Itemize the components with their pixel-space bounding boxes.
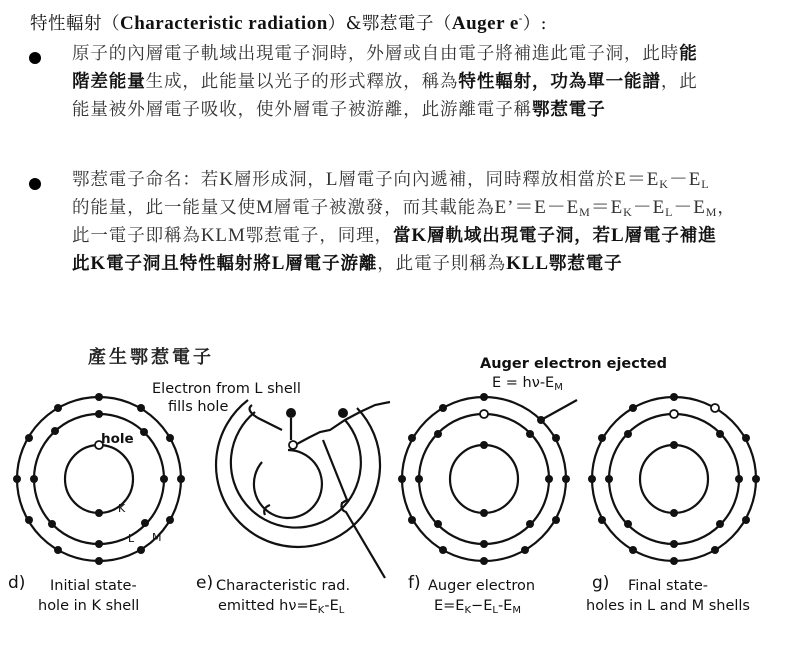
subscript: L bbox=[701, 177, 710, 191]
subscript: M bbox=[579, 205, 591, 219]
text-run: E＝E bbox=[614, 169, 660, 190]
text-run: ，此 bbox=[660, 72, 698, 92]
caption-f bbox=[408, 573, 536, 616]
figure-title: 產生鄂惹電子 bbox=[88, 347, 214, 368]
heading-suffix: ）: bbox=[522, 14, 548, 34]
paragraph-auger-naming bbox=[72, 166, 790, 278]
paragraph-line bbox=[72, 250, 790, 278]
text-run: ，此電子則稱為 bbox=[377, 254, 507, 274]
caption-g-label: g) bbox=[592, 573, 610, 593]
caption-d-label: d) bbox=[8, 573, 26, 593]
annotation-auger-energy bbox=[492, 374, 563, 397]
shell-label-k: K bbox=[118, 502, 126, 515]
caption-e-line2 bbox=[218, 596, 344, 621]
text-run: －E bbox=[668, 169, 702, 190]
annotation-auger-energy-sub: M bbox=[554, 382, 563, 393]
caption-f-sub-k: K bbox=[464, 605, 472, 616]
text-run: 層電子向內遞補，同時釋放相當於 bbox=[338, 170, 615, 190]
text-run: －E bbox=[673, 197, 706, 218]
subscript: L bbox=[665, 205, 674, 219]
text-run: 生成，此能量以光子的形式釋放，稱為 bbox=[145, 72, 459, 92]
paragraph-line bbox=[72, 166, 790, 194]
text-run: 層電子補進 bbox=[624, 226, 717, 246]
text-run: 當 bbox=[392, 226, 412, 246]
text-run: 此 bbox=[72, 254, 91, 274]
paragraph-line bbox=[72, 194, 790, 222]
text-run: 的能量，此一能量又使 bbox=[72, 198, 256, 218]
annotation-fills-hole: fills hole bbox=[168, 399, 229, 415]
text-run: K bbox=[90, 253, 107, 274]
shell-label-l: L bbox=[128, 532, 135, 545]
caption-e-sub-l: L bbox=[338, 605, 345, 616]
text-run: 鄂惹電子命名：若 bbox=[72, 170, 220, 190]
text-run: 能 bbox=[679, 44, 698, 64]
heading-term-auger-text: Auger e bbox=[451, 13, 519, 34]
caption-f-line1: Auger electron bbox=[428, 578, 536, 594]
text-run: 電子洞且特性輻射將 bbox=[106, 254, 272, 274]
text-run: 層形成洞， bbox=[233, 170, 326, 190]
caption-f-line2-text: E=E bbox=[434, 598, 465, 614]
paragraph-line bbox=[72, 96, 790, 124]
bullet-icon bbox=[29, 52, 41, 64]
text-run: 此一電子即稱為 bbox=[72, 226, 201, 246]
paragraph-line bbox=[72, 40, 790, 68]
text-run: 鄂惹電子 bbox=[532, 100, 606, 120]
subscript: K bbox=[659, 177, 669, 191]
caption-f-sub-m: M bbox=[512, 605, 521, 616]
heading-term-auger bbox=[452, 13, 523, 34]
text-run: KLM bbox=[200, 225, 246, 246]
caption-d-line2: hole in K shell bbox=[38, 598, 140, 614]
subscript: K bbox=[623, 205, 633, 219]
caption-f-sub-l: L bbox=[492, 605, 498, 616]
caption-d bbox=[8, 573, 140, 614]
text-run: L bbox=[611, 225, 625, 246]
annotation-auger-ejected: Auger electron ejected bbox=[480, 356, 667, 372]
text-run: 層軌域出現電子洞，若 bbox=[427, 226, 612, 246]
text-run: 特性輻射，功為單一能譜 bbox=[458, 72, 661, 92]
text-run: 層電子游離 bbox=[285, 254, 378, 274]
caption-e-line1: Characteristic rad. bbox=[216, 578, 351, 594]
caption-f-mid: −E bbox=[471, 598, 493, 614]
shell-label-m: M bbox=[152, 531, 162, 544]
caption-g-line2: holes in L and M shells bbox=[586, 598, 750, 614]
text-run: －E bbox=[632, 197, 666, 218]
text-run: L bbox=[325, 169, 339, 190]
text-run: ＝E bbox=[590, 197, 624, 218]
caption-g bbox=[586, 573, 750, 614]
caption-f-mid2: -E bbox=[497, 598, 513, 614]
text-run: 原子的內層電子軌域出現電子洞時，外層或自由電子將補進此電子洞，此時 bbox=[72, 44, 680, 64]
text-run: K bbox=[411, 225, 428, 246]
atom-diagram-g bbox=[592, 397, 756, 561]
annotation-auger-energy-text: E = hν-E bbox=[492, 375, 555, 391]
text-run: 能量被外層電子吸收，使外層電子被游離，此游離電子稱 bbox=[72, 100, 532, 120]
text-run: 鄂惹電子 bbox=[548, 254, 623, 274]
caption-g-line1: Final state- bbox=[628, 578, 708, 594]
heading-prefix: 特性輻射（ bbox=[30, 14, 120, 34]
annotation-hole: hole bbox=[101, 431, 134, 447]
annotation-electron-from-l: Electron from L shell bbox=[152, 381, 301, 397]
caption-e-line2-text: emitted hν=E bbox=[218, 598, 318, 614]
caption-e-sub-k: K bbox=[317, 605, 325, 616]
text-run: 階差能量 bbox=[72, 72, 146, 92]
bullet-icon bbox=[29, 178, 41, 190]
text-run: ， bbox=[717, 198, 736, 218]
caption-f-line2 bbox=[434, 596, 521, 621]
subscript: M bbox=[705, 205, 718, 219]
paragraph-line bbox=[72, 222, 790, 250]
paragraph-characteristic-radiation bbox=[72, 40, 790, 124]
caption-e-mid: -E bbox=[324, 598, 339, 614]
atom-diagram-e bbox=[216, 400, 390, 578]
text-run: M bbox=[256, 197, 274, 218]
text-run: 層電子被激發，而其載能為 bbox=[273, 198, 495, 218]
section-heading bbox=[30, 10, 547, 35]
caption-e-label: e) bbox=[196, 573, 214, 593]
caption-d-line1: Initial state- bbox=[50, 578, 137, 594]
text-run: K bbox=[219, 169, 234, 190]
text-run: E’＝E－E bbox=[494, 197, 580, 218]
heading-middle: ）&鄂惹電子（ bbox=[327, 14, 452, 34]
paragraph-line bbox=[72, 68, 790, 96]
heading-term-characteristic: Characteristic radiation bbox=[120, 13, 328, 34]
caption-f-label: f) bbox=[408, 573, 421, 593]
text-run: L bbox=[271, 253, 286, 274]
heading-term-auger-sup: - bbox=[518, 13, 523, 25]
text-run: 鄂惹電子，同理， bbox=[245, 226, 393, 246]
text-run: KLL bbox=[506, 253, 549, 274]
